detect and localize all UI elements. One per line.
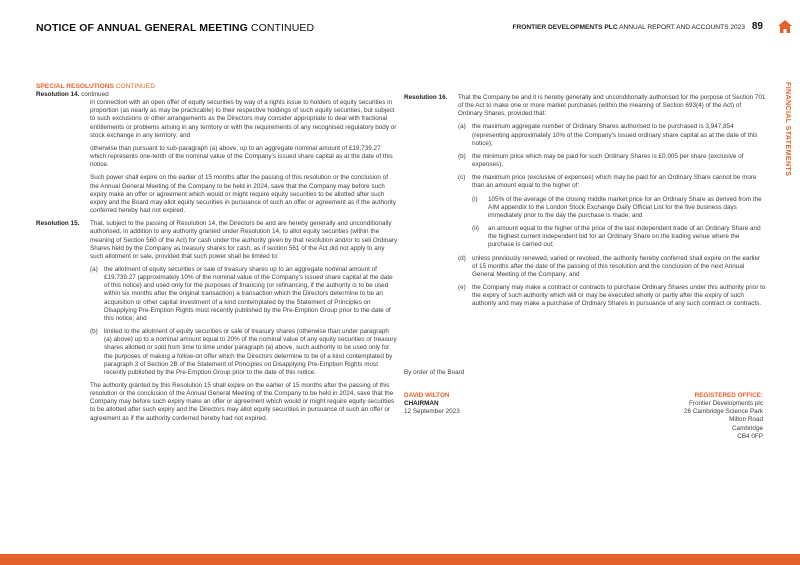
list-marker: (c) bbox=[458, 174, 466, 182]
registered-office bbox=[684, 392, 763, 441]
signatory-role: CHAIRMAN bbox=[404, 400, 439, 408]
list-marker: (a) bbox=[458, 123, 466, 131]
resolution-16 bbox=[404, 94, 766, 308]
resolution-14 bbox=[36, 91, 398, 215]
sub-list-item bbox=[472, 225, 766, 249]
page-title bbox=[36, 22, 314, 34]
report-reference bbox=[512, 24, 745, 31]
resolution-15-intro: That, subject to the passing of Resolution 14, the Directors be and are hereby generally and unconditionally authorised, in addition to any authority granted under Resolution 14, to allot equity securities (within the meaning of Section 560 of the Act) for cash under the authority given by that resolution and/or to sell Ordinary Shares held by the Company as treasury shares for cash, as if section 561 of the Act did not apply to any such allotment or sale, provided that such power shall be limited to: bbox=[90, 220, 398, 260]
resolution-14-continued: continued bbox=[81, 91, 109, 98]
list-item-text: 105% of the average of the closing middle market price for an Ordinary Share as derived from the AIM appendix to the London Stock Exchange Daily Official List for the five business days immediately prior to the day the purchase is made; and bbox=[488, 195, 762, 219]
by-order-text: By order of the Board bbox=[404, 369, 465, 376]
list-item-text: limited to the allotment of equity securities or sale of treasury shares (otherwise than under paragraph (a) above) up to a nominal amount equal to 20% of the nominal value of any equity securities or treasury shares allotted or sold from time to time under paragraph (a) above, such authority to be used only for the purposes of making a follow-on offer which the Directors determine to be of a kind contemplated by paragraph 3 of Section 2B of the Statement of Principles on Disapplying Pre-Emption Rights most recently published by the Pre-Emption Group prior to the date of this notice. bbox=[104, 328, 397, 376]
resolution-14-paragraph: otherwise than pursuant to sub-paragraph (a) above, up to an aggregate nominal amount of £19,739.27 which represents one-tenth of the nominal value of the Company's issued share capital as at the date of this notice. bbox=[90, 144, 393, 169]
office-line: Milton Road bbox=[729, 416, 763, 424]
section-heading bbox=[36, 83, 398, 91]
list-marker: (d) bbox=[458, 254, 466, 262]
list-item bbox=[90, 266, 398, 323]
side-tab-label: FINANCIAL STATEMENTS bbox=[784, 82, 793, 177]
list-marker: (i) bbox=[472, 195, 478, 203]
list-marker: (e) bbox=[458, 283, 466, 291]
list-item bbox=[458, 123, 766, 147]
resolution-14-paragraph: in connection with an open offer of equity securities by way of a rights issue to holders of equity securities in proportion (as nearly as may be practicable) to their respective holdings of such equity securities, but subject to such exclusions or other arrangements as the Directors may consider appropriate to deal with fractional entitlements or problems arising in any territory or with the requirements of any recognised regulatory body or stock exchange in any territory; and bbox=[90, 99, 397, 139]
right-column bbox=[404, 94, 766, 313]
office-line: 26 Cambridge Science Park bbox=[684, 408, 763, 416]
list-item-text: the allotment of equity securities or sale of treasury shares up to an aggregate nominal amount of £19,739.27 (approximately 10% of the nominal value of the Company's issued share capital at the date of this notice) and used only for the purposes of financing (or refinancing, if the authority is to be used within six months after the original transaction) a transaction which the Directors determine to be an acquisition or other capital investment of a kind contemplated by the Statement of Principles on Disapplying Pre-Emption Rights most recently published by the Pre-Emption Group prior to the date of this notice; and bbox=[104, 265, 393, 322]
signature-date: 12 September 2023 bbox=[404, 408, 460, 416]
resolution-15-label: Resolution 15. bbox=[36, 220, 80, 228]
footer-accent-bar bbox=[0, 554, 800, 565]
list-item-text: unless previously renewed, varied or revoked, the authority hereby conferred shall expire on the earlier of 15 months after the date of the passing of this resolution and the conclusion of the next Annual General Meeting of the Company; and bbox=[472, 254, 761, 278]
office-line: Cambridge bbox=[731, 424, 763, 432]
office-line: CB4 0FP bbox=[737, 432, 763, 440]
resolution-16-intro: That the Company be and it is hereby generally and unconditionally authorised for the purpose of Section 701 of the Act to make one or more market purchases (within the meaning of Section 693(4) of the Act) of Ordinary Shares, provided that: bbox=[458, 94, 766, 118]
resolution-15-closing: The authority granted by this Resolution 15 shall expire on the earlier of 15 months after the passing of this resolution or the conclusion of the Annual General Meeting of the Company to be held in 2024, save that the Company may before such expiry make an offer or agreement which would or might require equity securities to be allotted after such expiry and the Directors may allot equity securities in pursuance of such an offer or agreement as if the authority conferred hereby had not expired. bbox=[90, 382, 395, 422]
resolution-15 bbox=[36, 220, 398, 423]
signatory-block bbox=[404, 392, 460, 416]
office-line: Frontier Developments plc bbox=[688, 400, 763, 408]
list-item bbox=[458, 284, 766, 308]
left-column bbox=[36, 83, 398, 428]
sub-list-item bbox=[472, 196, 766, 220]
resolution-16-label: Resolution 16. bbox=[404, 94, 448, 101]
list-marker: (b) bbox=[90, 328, 98, 336]
page-number: 89 bbox=[751, 21, 763, 32]
list-marker: (ii) bbox=[472, 225, 480, 233]
section-title-suffix: CONTINUED bbox=[115, 83, 155, 90]
list-marker: (a) bbox=[90, 265, 98, 273]
title-continued: CONTINUED bbox=[250, 22, 315, 34]
list-item-text: the Company may make a contract or contracts to purchase Ordinary Shares under this authority prior to the expiry of such authority which will or may be executed wholly or partly after the expiry of such authority and may make a purchase of Ordinary Shares in pursuance of any such contract or contracts. bbox=[472, 283, 766, 308]
signatory-name: DAVID WILTON bbox=[404, 392, 450, 399]
list-item-text: the maximum price (exclusive of expenses) which may be paid for an Ordinary Share cannot be more than an amount equal to the higher of: bbox=[472, 174, 757, 190]
list-item bbox=[458, 174, 766, 249]
list-item-text: an amount equal to the higher of the price of the last independent trade of an Ordinary Share and the highest current independent bid for an Ordinary Share on the trading venue where the purchase is carried out; bbox=[488, 225, 761, 249]
report-name: ANNUAL REPORT AND ACCOUNTS 2023 bbox=[619, 24, 745, 31]
company-name: FRONTIER DEVELOPMENTS PLC bbox=[512, 24, 618, 31]
section-side-tab[interactable] bbox=[781, 82, 795, 202]
registered-office-title: REGISTERED OFFICE: bbox=[694, 392, 763, 399]
resolution-14-label: Resolution 14. bbox=[36, 91, 80, 98]
section-title: SPECIAL RESOLUTIONS bbox=[36, 83, 114, 90]
title-main: NOTICE OF ANNUAL GENERAL MEETING bbox=[36, 22, 248, 34]
list-item bbox=[458, 153, 766, 169]
list-item-text: the minimum price which may be paid for such Ordinary Shares is £0.005 per share (exclusive of expenses); bbox=[472, 152, 744, 169]
list-item bbox=[90, 328, 398, 377]
home-icon[interactable] bbox=[778, 20, 792, 33]
list-item bbox=[458, 255, 766, 279]
resolution-14-paragraph: Such power shall expire on the earlier of 15 months after the passing of this resolution or the conclusion of the Annual General Meeting of the Company to be held in 2024, save that the Company may before such expiry make an offer or agreement which would or might require equity securities to be allotted after such expiry and the Board may allot equity securities in pursuance of such an offer or agreement as if the authority conferred hereby had not expired. bbox=[90, 174, 396, 215]
list-item-text: the maximum aggregate number of Ordinary Shares authorised to be purchased is 3,947,854 (representing approximately 10% of the Company's issued ordinary share capital as at the date of this notice); bbox=[472, 123, 758, 147]
list-marker: (b) bbox=[458, 152, 466, 160]
